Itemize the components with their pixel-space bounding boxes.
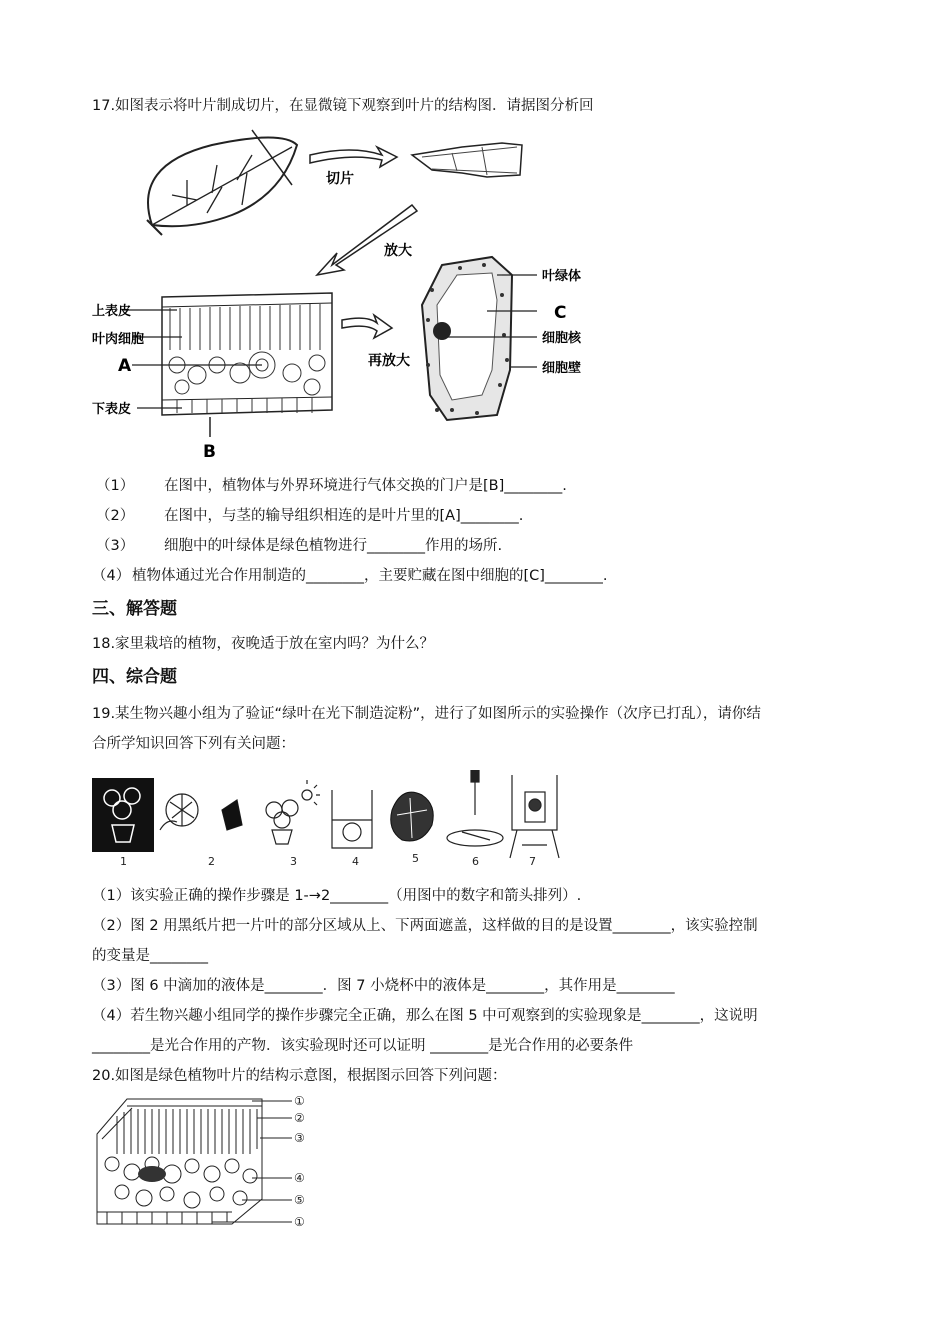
q17-item4-num: （4） xyxy=(92,568,131,584)
q20-label-4: ④ xyxy=(294,1171,305,1185)
q19-stem-line1: 19.某生物兴趣小组为了验证“绿叶在光下制造淀粉”，进行了如图所示的实验操作（次序已打乱），请你结 xyxy=(92,706,761,722)
q17-stem: 17.如图表示将叶片制成切片，在显微镜下观察到叶片的结构图．请据图分析回 xyxy=(92,98,594,114)
plant-cell-drawing xyxy=(422,257,512,420)
q19-line-4: （3）图 6 中滴加的液体是________．图 7 小烧杯中的液体是________，其作用是________ xyxy=(92,978,675,994)
chloroplast-label: 叶绿体 xyxy=(542,269,582,284)
q17-item1-text: 在图中，植物体与外界环境进行气体交换的门户是[B]________. xyxy=(164,478,567,494)
q17-item3-num: （3） xyxy=(96,538,135,554)
q20-leaf-structure-figure xyxy=(92,1094,312,1234)
upper-epidermis-label: 上表皮 xyxy=(92,304,132,319)
q19-line-3: 的变量是________ xyxy=(92,948,208,964)
q20-label-5: ⑤ xyxy=(294,1193,305,1207)
q20-label-1: ① xyxy=(294,1094,305,1108)
label-c: C xyxy=(554,303,567,323)
step-2-label: 2 xyxy=(208,855,215,868)
q19-line-6: ________是光合作用的产物．该实验现时还可以证明 ________是光合作用的必要条件 xyxy=(92,1038,634,1054)
q20-label-2: ② xyxy=(294,1111,305,1125)
nucleus-label: 细胞核 xyxy=(542,331,582,346)
step-3-label: 3 xyxy=(290,855,297,868)
mesophyll-label: 叶肉细胞 xyxy=(92,332,145,347)
q19-line-2: （2）图 2 用黑纸片把一片叶的部分区域从上、下两面遮盖，这样做的目的是设置________，该实验控制 xyxy=(92,918,758,934)
q17-item4-text: 植物体通过光合作用制造的________，主要贮藏在图中细胞的[C]________. xyxy=(132,568,608,584)
label-b: B xyxy=(203,442,216,462)
lower-epidermis-label: 下表皮 xyxy=(92,402,132,417)
q18-stem: 18.家里栽培的植物，夜晚适于放在室内吗？为什么？ xyxy=(92,636,435,652)
zoom-again-arrow xyxy=(342,315,392,338)
section-4-heading: 四、综合题 xyxy=(92,667,177,687)
cut-label: 切片 xyxy=(326,171,354,187)
step-6-label: 6 xyxy=(472,855,479,868)
cell-wall-label: 细胞壁 xyxy=(542,361,582,376)
q20-stem: 20.如图是绿色植物叶片的结构示意图，根据图示回答下列问题： xyxy=(92,1068,507,1084)
label-a: A xyxy=(118,356,132,376)
q20-label-6: ① xyxy=(294,1215,305,1229)
step-4-label: 4 xyxy=(352,855,359,868)
cut-arrow xyxy=(310,147,397,167)
q19-experiment-steps-figure xyxy=(92,770,562,870)
q20-label-3: ③ xyxy=(294,1131,305,1145)
q19-line-1: （1）该实验正确的操作步骤是 1-→2________（用图中的数字和箭头排列）. xyxy=(92,888,582,904)
zoom-again-label: 再放大 xyxy=(368,353,410,369)
zoom-label: 放大 xyxy=(384,243,412,259)
zoom-arrow xyxy=(317,205,417,275)
q17-leaf-structure-figure xyxy=(92,125,612,465)
q19-stem-line2: 合所学知识回答下列有关问题： xyxy=(92,736,295,752)
q17-item2-num: （2） xyxy=(96,508,135,524)
q19-line-5: （4）若生物兴趣小组同学的操作步骤完全正确，那么在图 5 中可观察到的实验现象是________，这说明 xyxy=(92,1008,758,1024)
q17-item2-text: 在图中，与茎的输导组织相连的是叶片里的[A]________. xyxy=(164,508,524,524)
q17-item1-num: （1） xyxy=(96,478,135,494)
q17-item3-text: 细胞中的叶绿体是绿色植物进行________作用的场所. xyxy=(164,538,503,554)
step-1-label: 1 xyxy=(120,855,127,868)
step-7-label: 7 xyxy=(529,855,536,868)
whole-leaf-drawing xyxy=(147,130,297,235)
step-5-label: 5 xyxy=(412,852,419,865)
leaf-cross-section-drawing xyxy=(162,293,332,415)
section-3-heading: 三、解答题 xyxy=(92,599,177,619)
